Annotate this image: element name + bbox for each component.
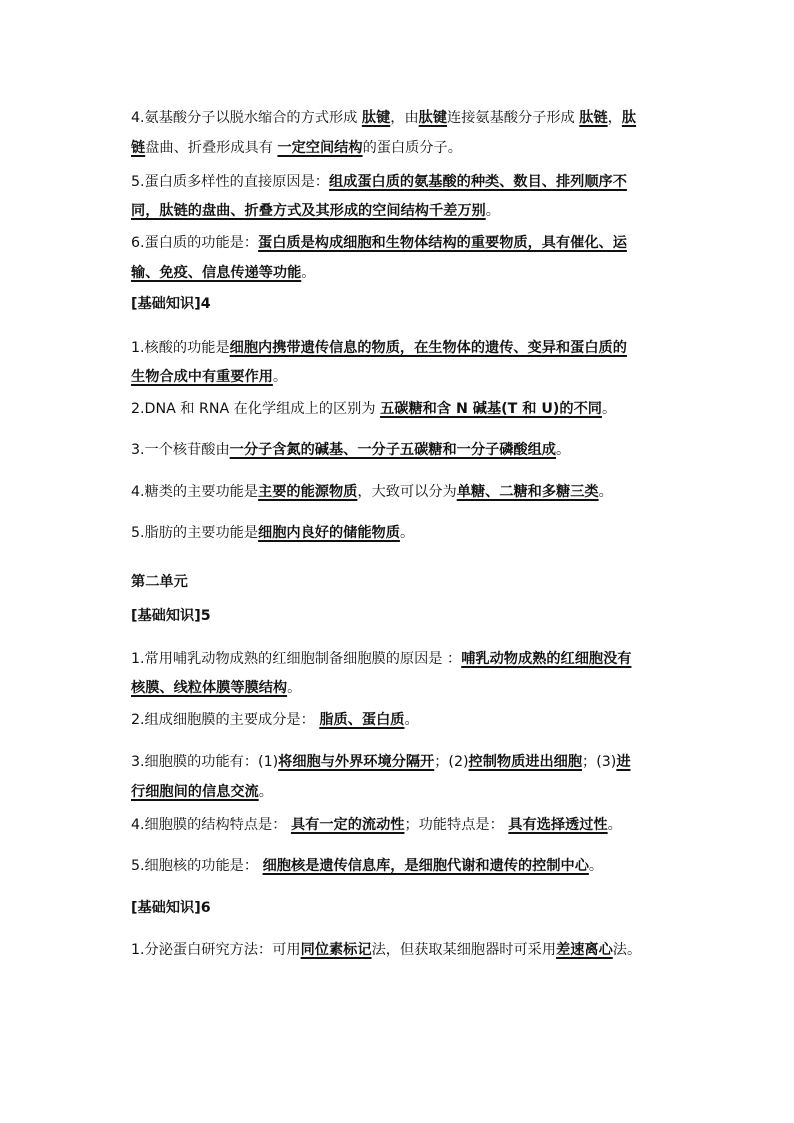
answer-peptide-bond-2: 肽键 (418, 110, 448, 126)
s4-q4-text: 。 (598, 484, 613, 500)
s5-q3-line-1 (131, 752, 671, 772)
item-4-text: 连接氨基酸分子形成 (447, 110, 575, 126)
item-4-text: ， (607, 110, 622, 126)
answer-membrane-components: 脂质、蛋白质 (319, 712, 405, 728)
item-4-text: ，由 (390, 110, 419, 126)
s5-q3-text: 。 (258, 784, 273, 800)
s4-q3-text: 。 (556, 442, 571, 458)
section-5-heading: [基础知识]5 (131, 608, 211, 624)
s4-q4-line (131, 482, 671, 502)
s5-q3-text: ；(2) (434, 754, 469, 770)
answer-protein-diversity: 组成蛋白质的氨基酸的种类、数目、排列顺序不 (328, 174, 627, 190)
s4-q1-line-2 (131, 367, 671, 387)
item-4-text: 盘曲、折叠形成具有 (145, 140, 273, 156)
s6-q1-text: 法。 (612, 942, 642, 958)
item-4-text: 4.氨基酸分子以脱水缩合的方式形成 (131, 110, 358, 126)
item-5-text: 。 (485, 203, 500, 219)
item-4-text: 的蛋白质分子。 (362, 140, 462, 156)
s5-q1-line-2 (131, 678, 671, 698)
s4-q2-text: 。 (601, 401, 617, 417)
item-5-line-1 (131, 172, 671, 192)
answer-membrane-function-3: 进 (616, 754, 631, 770)
item-4-line-2 (131, 138, 671, 158)
item-6-text: 6.蛋白质的功能是： (131, 235, 259, 251)
answer-peptide-chain-2: 肽 (621, 110, 637, 126)
s6-q1-text: 法，但获取某细胞器时可采用 (371, 942, 557, 958)
s5-q4-text: 4.细胞膜的结构特点是： (131, 817, 287, 833)
answer-protein-function: 输、免疫、信息传递等功能 (131, 265, 302, 281)
item-6-line-1 (131, 233, 671, 253)
s5-q5-text: 5.细胞核的功能是： (131, 858, 259, 874)
answer-function-feature: 具有选择透过性 (508, 817, 608, 833)
item-4-line-1 (131, 108, 671, 128)
s5-q5-text: 。 (588, 858, 604, 874)
answer-dna-rna-difference: 五碳糖和含 N 碱基(T 和 U)的不同 (380, 401, 602, 417)
answer-differential-centrifugation: 差速离心 (556, 942, 613, 958)
answer-peptide-chain-2: 链 (131, 140, 146, 156)
answer-nucleic-acid-function: 生物合成中有重要作用 (131, 369, 273, 385)
answer-structure-feature: 具有一定的流动性 (290, 817, 405, 833)
s4-q3-line (131, 440, 671, 460)
answer-membrane-function-3: 行细胞间的信息交流 (131, 784, 259, 800)
s5-q3-line-2 (131, 782, 671, 802)
s4-q5-line (131, 523, 671, 543)
s4-q3-text: 3.一个核苷酸由 (131, 442, 230, 458)
answer-nucleus-function: 细胞核是遗传信息库，是细胞代谢和遗传的控制中心 (262, 858, 589, 874)
section-4-heading: [基础知识]4 (131, 296, 211, 312)
answer-nucleotide-composition: 一分子含氮的碱基、一分子五碳糖和一分子磷酸组成 (229, 442, 556, 458)
s5-q1-text: 。 (287, 680, 302, 696)
s5-q4-line (131, 815, 671, 835)
section-6-heading: [基础知识]6 (131, 900, 211, 916)
s5-q2-text: 。 (404, 712, 419, 728)
answer-spatial-structure: 一定空间结构 (277, 140, 363, 156)
s5-q1-line-1 (131, 649, 671, 669)
s5-q2-line (131, 710, 671, 730)
s4-q4-text: ，大致可以分为 (357, 484, 457, 500)
s6-q1-text: 1.分泌蛋白研究方法：可用 (131, 942, 301, 958)
s5-q5-line (131, 856, 671, 876)
item-5-text: 5.蛋白质多样性的直接原因是： (131, 174, 329, 190)
s4-q2-line (131, 399, 671, 419)
s5-q3-text: 3.细胞膜的功能有：(1) (131, 754, 279, 770)
s4-q1-text: 。 (272, 369, 288, 385)
s4-q4-text: 4.糖类的主要功能是 (131, 484, 259, 500)
s6-q1-line (131, 940, 671, 960)
answer-nucleic-acid-function: 细胞内携带遗传信息的物质，在生物体的遗传、变异和蛋白质的 (229, 340, 627, 356)
s4-q5-text: 5.脂肪的主要功能是 (131, 525, 259, 541)
answer-red-cell-reason: 哺乳动物成熟的红细胞没有 (461, 651, 632, 667)
answer-fat-function: 细胞内良好的储能物质 (258, 525, 400, 541)
item-6-text: 。 (301, 265, 316, 281)
s4-q5-text: 。 (399, 525, 415, 541)
answer-membrane-function-2: 控制物质进出细胞 (468, 754, 583, 770)
answer-sugar-function: 主要的能源物质 (258, 484, 358, 500)
answer-sugar-types: 单糖、二糖和多糖三类 (456, 484, 599, 500)
s5-q3-text: ；(3) (582, 754, 617, 770)
s5-q4-text: ；功能特点是： (404, 817, 504, 833)
s4-q1-text: 1.核酸的功能是 (131, 340, 230, 356)
s5-q4-text: 。 (607, 817, 622, 833)
answer-protein-function: 蛋白质是构成细胞和生物体结构的重要物质，具有催化、运 (258, 235, 627, 251)
answer-peptide-bond-1: 肽键 (361, 110, 391, 126)
unit-2-title: 第二单元 (131, 574, 188, 590)
s5-q1-text: 1.常用哺乳动物成熟的红细胞制备细胞膜的原因是 ： (131, 651, 462, 667)
item-6-line-2 (131, 263, 671, 283)
answer-peptide-chain-1: 肽链 (579, 110, 608, 126)
answer-membrane-function-1: 将细胞与外界环境分隔开 (278, 754, 435, 770)
answer-protein-diversity: 同，肽链的盘曲、折叠方式及其形成的空间结构千差万别 (131, 203, 486, 219)
s4-q2-text: 2.DNA 和 RNA 在化学组成上的区别为 (131, 401, 376, 417)
s5-q2-text: 2.组成细胞膜的主要成分是： (131, 712, 315, 728)
item-5-line-2 (131, 201, 671, 221)
answer-red-cell-reason: 核膜、线粒体膜等膜结构 (131, 680, 288, 696)
s4-q1-line-1 (131, 338, 671, 358)
answer-isotope-labeling: 同位素标记 (300, 942, 372, 958)
